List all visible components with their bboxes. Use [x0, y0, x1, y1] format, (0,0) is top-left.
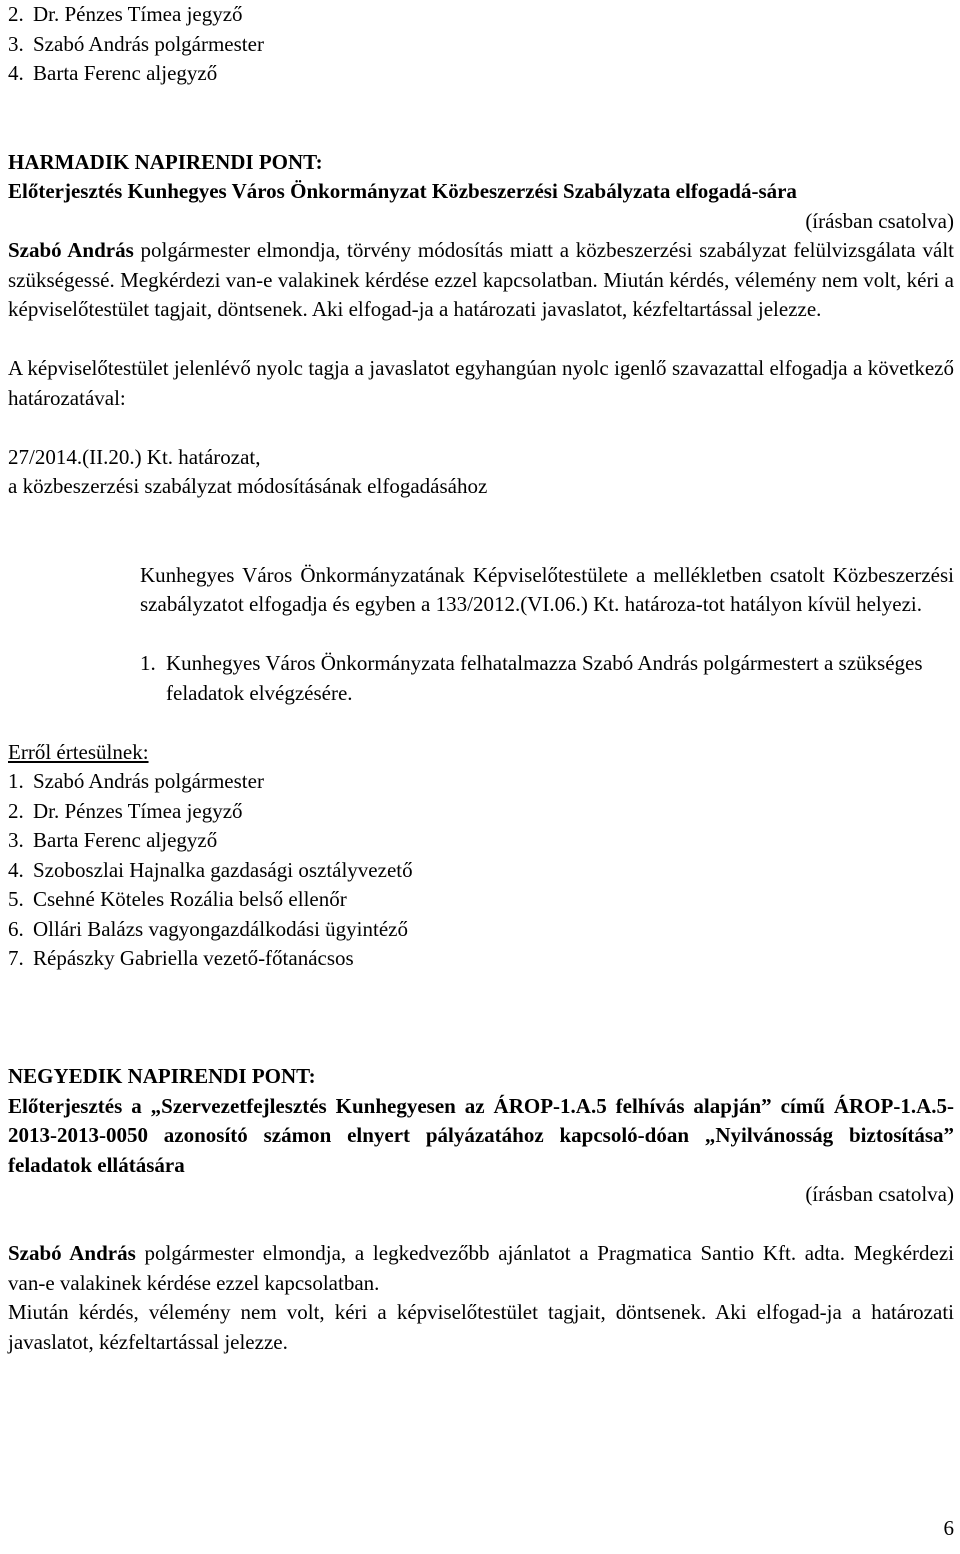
list-text: Csehné Köteles Rozália belső ellenőr: [33, 887, 347, 911]
list-number: 1.: [8, 769, 24, 793]
list-text: Szabó András polgármester: [33, 31, 264, 56]
decision-item: [8, 649, 954, 708]
decision-list: [8, 649, 954, 708]
decision-number: 1.: [140, 651, 156, 675]
agenda-heading-3: HARMADIK NAPIRENDI PONT:: [8, 149, 323, 174]
list-text: Répászky Gabriella vezető-főtanácsos: [33, 946, 354, 970]
page-number: 6: [943, 1516, 954, 1540]
speaker-text: polgármester elmondja, a legkedvezőbb ajánlatot a Pragmatica Santio Kft. adta. Megkérdezi van-e valakinek kérdése ezzel kapcsolatban.: [8, 1241, 954, 1295]
attached-note: (írásban csatolva): [805, 1182, 954, 1206]
list-number: 3.: [8, 828, 24, 852]
resolution-subject: a közbeszerzési szabályzat módosításának elfogadásához: [8, 474, 488, 498]
list-text: Szoboszlai Hajnalka gazdasági osztályvezető: [33, 857, 413, 882]
list-text: Dr. Pénzes Tímea jegyző: [33, 2, 243, 26]
list-number: 6.: [8, 916, 24, 941]
list-text: Dr. Pénzes Tímea jegyző: [33, 798, 243, 823]
list-number: 2.: [8, 798, 24, 823]
closing-paragraph: Miután kérdés, vélemény nem volt, kéri a képviselőtestület tagjait, döntsenek. Aki elfogad-ja a határozati javaslatot, kézfeltartással jelezze.: [8, 1300, 954, 1354]
list-number: 5.: [8, 887, 24, 911]
list-item: [8, 767, 954, 797]
list-item: [8, 0, 954, 30]
list-number: 7.: [8, 946, 24, 970]
list-item: [8, 856, 954, 886]
document-page: [8, 0, 954, 1357]
list-number: 4.: [8, 61, 24, 85]
list-item: [8, 885, 954, 915]
list-item: [8, 826, 954, 856]
agenda-title-4: Előterjesztés a „Szervezetfejlesztés Kunhegyesen az ÁROP-1.A.5 felhívás alapján” című ÁROP-1.A.5-2013-2013-0050 azonosító számon elnyert pályázatához kapcsoló-dóan „Nyilvánosság biztosítása” feladatok ellátására: [8, 1093, 954, 1177]
list-text: Ollári Balázs vagyongazdálkodási ügyintéző: [33, 916, 408, 941]
speaker-text: polgármester elmondja, törvény módosítás miatt a közbeszerzési szabályzat felülvizsgálata vált szükségessé. Megkérdezi van-e valakinek kérdése ezzel kapcsolatban. Miután kérdés, vélemény nem volt, kéri a képviselőtestület tagjait, döntsenek. Aki elfogad-ja a határozati javaslatot, kézfeltartással jelezze.: [8, 238, 954, 321]
list-item: [8, 944, 954, 974]
speaker-name: Szabó András: [8, 238, 134, 262]
list-item: [8, 797, 954, 827]
list-item: [8, 59, 954, 89]
agenda-heading-4: NEGYEDIK NAPIRENDI PONT:: [8, 1064, 316, 1088]
list-item: [8, 30, 954, 60]
resolution-id: 27/2014.(II.20.) Kt. határozat,: [8, 444, 261, 469]
agenda-title-3: Előterjesztés Kunhegyes Város Önkormányzat Közbeszerzési Szabályzata elfogadá-sára: [8, 179, 797, 203]
list-number: 2.: [8, 2, 24, 26]
vote-paragraph: A képviselőtestület jelenlévő nyolc tagja a javaslatot egyhangúan nyolc igenlő szavazattal elfogadja a következő határozatával:: [8, 356, 954, 410]
list-number: 4.: [8, 857, 24, 882]
list-text: Szabó András polgármester: [33, 769, 264, 793]
speaker-paragraph: [8, 1239, 954, 1298]
list-item: [8, 915, 954, 945]
list-text: Barta Ferenc aljegyző: [33, 828, 218, 852]
list-number: 3.: [8, 31, 24, 56]
notify-list: [8, 767, 954, 974]
top-recipient-list: [8, 0, 954, 89]
speaker-name: Szabó András: [8, 1241, 136, 1265]
list-text: Barta Ferenc aljegyző: [33, 61, 218, 85]
decision-text: Kunhegyes Város Önkormányzata felhatalmazza Szabó András polgármestert a szükséges feladatok elvégzésére.: [166, 651, 923, 705]
notify-heading: Erről értesülnek:: [8, 739, 149, 764]
attached-note: (írásban csatolva): [805, 208, 954, 233]
resolution-body: Kunhegyes Város Önkormányzatának Képviselőtestülete a mellékletben csatolt Közbeszerzési szabályzatot elfogadja és egyben a 133/2012.(VI.06.) Kt. határoza-tot hatályon kívül helyezi.: [140, 562, 954, 616]
speaker-paragraph: [8, 236, 954, 325]
